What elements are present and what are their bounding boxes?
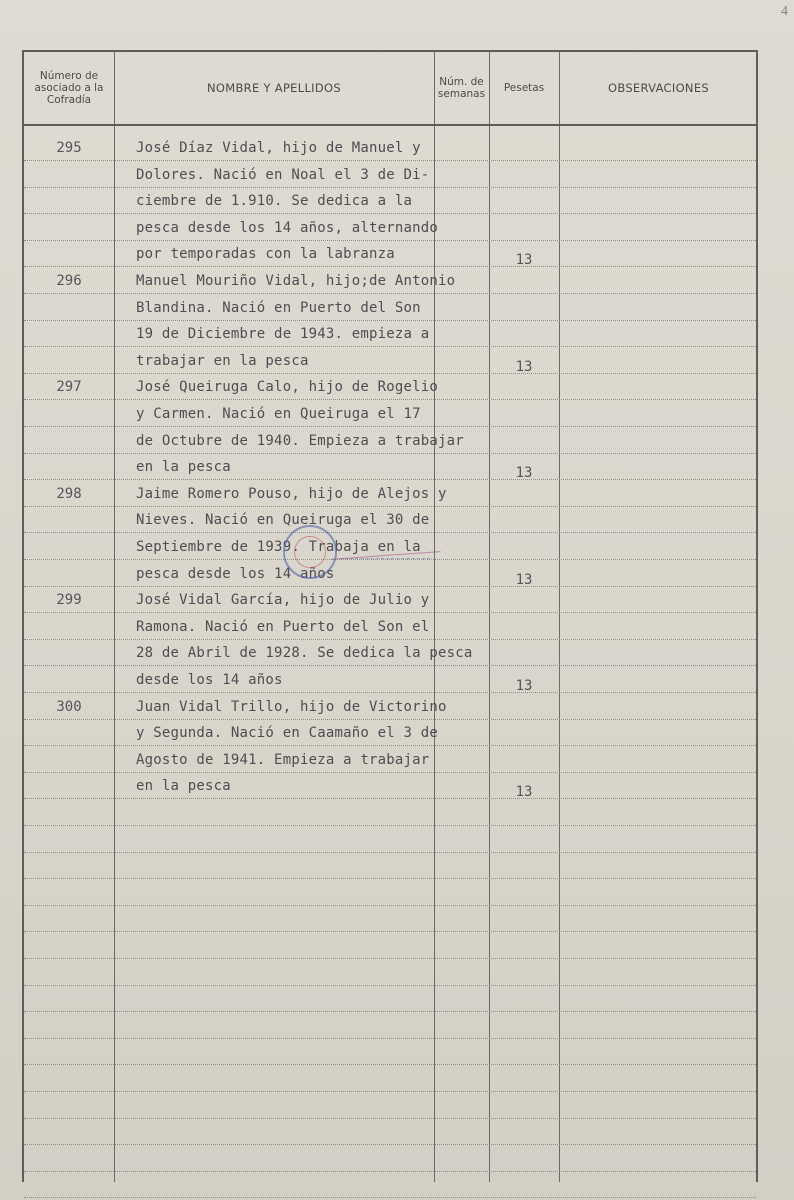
- entry-pesetas: 13: [515, 465, 533, 482]
- ruled-line: [24, 266, 756, 267]
- ruled-line: [24, 639, 756, 640]
- header-nombre: NOMBRE Y APELLIDOS: [207, 81, 341, 95]
- ruled-line: [24, 373, 756, 374]
- entry-number: 296: [56, 273, 82, 289]
- ruled-line: [24, 665, 756, 666]
- entry-pesetas: 13: [515, 571, 533, 588]
- entry-text-line: Blandina. Nació en Puerto del Son: [136, 299, 421, 316]
- entry-text-line: Juan Vidal Trillo, hijo de Victorino: [136, 698, 447, 715]
- header-observaciones: OBSERVACIONES: [607, 81, 709, 95]
- ruled-line: [24, 931, 756, 932]
- ruled-line: [24, 586, 756, 587]
- entry-pesetas: 13: [515, 252, 533, 269]
- entry-text-line: pesca desde los 14 años, alternando: [136, 219, 439, 236]
- ruled-line: [24, 187, 756, 188]
- ruled-line: [24, 905, 756, 906]
- ruled-line: [24, 532, 756, 533]
- ruled-line: [24, 320, 756, 321]
- ruled-line: [24, 1011, 756, 1012]
- ruled-line: [24, 772, 756, 773]
- header-pesetas: Pesetas: [503, 82, 545, 94]
- ruled-line: [24, 612, 756, 613]
- ruled-line: [24, 719, 756, 720]
- entry-text-line: en la pesca: [136, 459, 231, 476]
- header-semanas: Núm. de semanas: [437, 76, 486, 100]
- entry-number: 297: [56, 379, 82, 396]
- ruled-line: [24, 293, 756, 294]
- entry-text-line: trabajar en la pesca: [136, 352, 309, 369]
- ruled-line: [24, 1038, 756, 1039]
- entry-text-line: 19 de Diciembre de 1943. empieza a: [136, 326, 430, 343]
- ruled-line: [24, 1091, 756, 1092]
- entry-text-line: pesca desde los 14 años: [136, 565, 335, 582]
- entry-pesetas: 13: [515, 678, 533, 694]
- entry-text-line: Dolores. Nació en Noal el 3 de Di-: [136, 166, 430, 183]
- entry-number: 298: [56, 485, 82, 502]
- column-divider: [559, 52, 560, 1182]
- ruled-line: [24, 985, 756, 986]
- ruled-line: [24, 240, 756, 241]
- stamp-underline: [340, 558, 430, 559]
- ruled-line: [24, 399, 756, 400]
- entry-text-line: ciembre de 1.910. Se dedica a la: [136, 193, 413, 210]
- column-divider: [114, 52, 115, 1182]
- ruled-line: [24, 825, 756, 826]
- entry-text-line: Septiembre de 1939. Trabaja en la: [136, 539, 421, 555]
- ruled-line: [24, 1144, 756, 1145]
- entry-number: 300: [56, 698, 82, 715]
- entry-text-line: en la pesca: [136, 778, 231, 795]
- entry-text-line: José Díaz Vidal, hijo de Manuel y: [136, 140, 421, 156]
- entry-pesetas: 13: [515, 784, 533, 801]
- entry-text-line: José Queiruga Calo, hijo de Rogelio: [136, 379, 439, 396]
- ruled-line: [24, 798, 756, 799]
- ruled-line: [24, 453, 756, 454]
- entry-text-line: desde los 14 años: [136, 672, 283, 688]
- entry-text-line: y Carmen. Nació en Queiruga el 17: [136, 406, 421, 422]
- entry-text-line: Manuel Mouriño Vidal, hijo;de Antonio: [136, 273, 456, 289]
- entry-text-line: de Octubre de 1940. Empieza a trabajar: [136, 432, 464, 449]
- entry-text-line: Agosto de 1941. Empieza a trabajar: [136, 751, 430, 768]
- entry-text-line: Nieves. Nació en Queiruga el 30 de: [136, 512, 430, 529]
- ruled-line: [24, 213, 756, 214]
- ruled-line: [24, 958, 756, 959]
- entry-number: 295: [56, 140, 82, 156]
- entry-text-line: 28 de Abril de 1928. Se dedica la pesca: [136, 645, 473, 662]
- ruled-line: [24, 506, 756, 507]
- ruled-line: [24, 1171, 756, 1172]
- ruled-line: [24, 479, 756, 480]
- ruled-line: [24, 745, 756, 746]
- ledger-table: [22, 50, 758, 1182]
- entry-pesetas: 13: [515, 358, 533, 375]
- column-divider: [489, 52, 490, 1182]
- page-corner-mark: 4: [781, 4, 788, 19]
- ruled-line: [24, 426, 756, 427]
- entry-text-line: Jaime Romero Pouso, hijo de Alejos y: [136, 485, 447, 502]
- entry-text-line: por temporadas con la labranza: [136, 246, 395, 263]
- ruled-line: [24, 346, 756, 347]
- ruled-line: [24, 559, 756, 560]
- ruled-line: [24, 160, 756, 161]
- cofradia-seal-stamp: [283, 525, 337, 579]
- ruled-line: [24, 1118, 756, 1119]
- ruled-line: [24, 692, 756, 693]
- ruled-line: [24, 878, 756, 879]
- header-divider: [24, 124, 756, 126]
- entry-text-line: Ramona. Nació en Puerto del Son el: [136, 618, 430, 635]
- entry-text-line: y Segunda. Nació en Caamaño el 3 de: [136, 725, 439, 742]
- header-numero: Número de asociado a la Cofradía: [34, 70, 104, 106]
- ruled-line: [24, 852, 756, 853]
- entry-text-line: José Vidal García, hijo de Julio y: [136, 592, 430, 609]
- ruled-line: [24, 1064, 756, 1065]
- entry-number: 299: [56, 592, 82, 609]
- ruled-line: [24, 1197, 756, 1198]
